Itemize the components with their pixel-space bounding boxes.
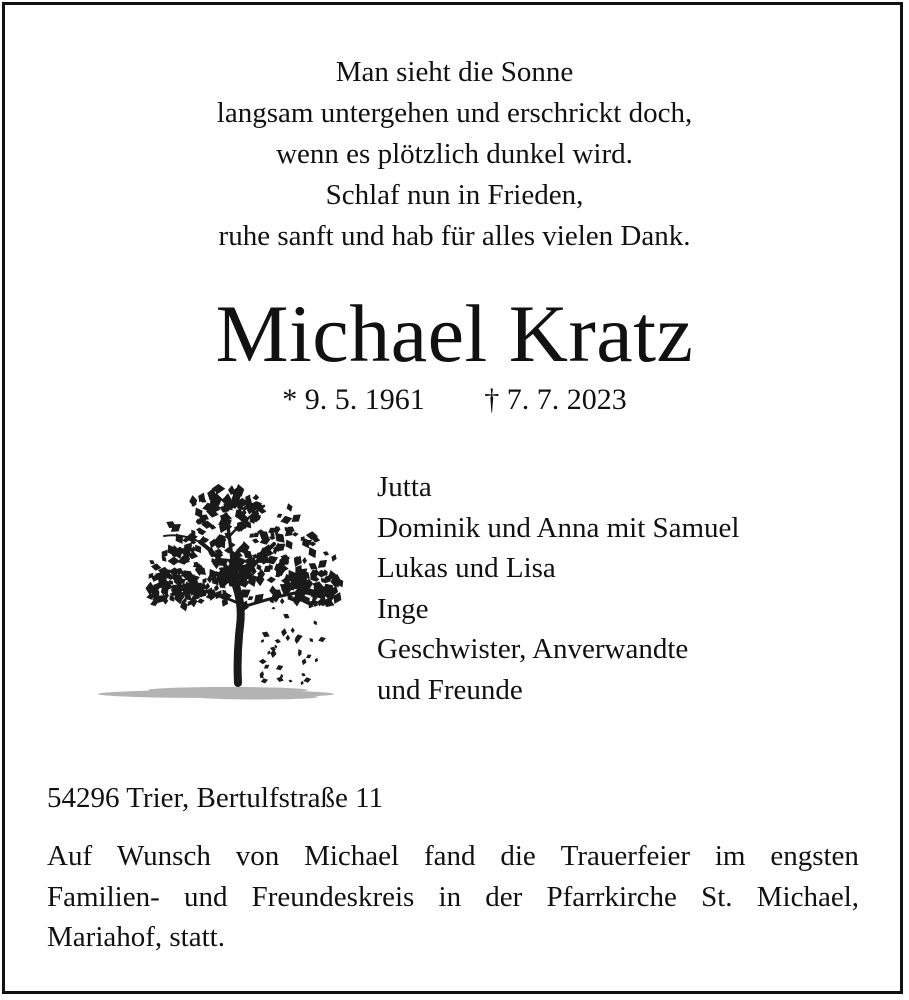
leaf <box>188 495 198 508</box>
falling-leaf <box>263 663 271 671</box>
poem-line: Schlaf nun in Frieden, <box>325 179 584 211</box>
note-word: Michael, <box>756 880 859 913</box>
leaf <box>292 532 299 538</box>
leaf <box>330 553 338 563</box>
note-word: Auf <box>47 840 93 872</box>
falling-leaf <box>317 635 326 643</box>
falling-leaf <box>280 628 287 637</box>
leaf <box>302 557 307 564</box>
note-word: von <box>235 840 280 872</box>
note-word: Wunsch <box>116 840 211 872</box>
leaf <box>280 598 285 605</box>
falling-leaf <box>275 664 285 672</box>
poem <box>0 52 909 257</box>
falling-leaf <box>282 612 291 621</box>
mourner: Jutta <box>377 471 432 503</box>
leaf <box>251 537 260 544</box>
note-word: fand <box>423 840 476 872</box>
note-word: und <box>183 880 228 913</box>
falling-leaf <box>261 630 272 639</box>
falling-leaf <box>260 677 269 684</box>
falling-leaf <box>260 638 266 644</box>
leaf <box>275 512 283 519</box>
leaf <box>252 495 259 500</box>
life-dates <box>0 380 909 420</box>
poem-line: ruhe sanft und hab für alles vielen Dank. <box>218 220 691 252</box>
falling-leaf <box>276 676 285 683</box>
mourner: Geschwister, Anverwandte <box>377 633 689 665</box>
note-word: Freundeskreis <box>251 880 415 913</box>
poem-line: Man sieht die Sonne <box>335 56 574 88</box>
note-line <box>47 877 859 918</box>
note-word: im <box>714 840 746 872</box>
note-line <box>47 836 859 877</box>
falling-leaf <box>308 637 314 644</box>
ground-shadow <box>98 687 334 700</box>
poem-line: wenn es plötzlich dunkel wird. <box>276 138 633 170</box>
falling-leaf <box>259 659 267 665</box>
falling-leaf <box>290 627 295 633</box>
tree-canopy <box>145 483 346 614</box>
leaf <box>168 557 180 566</box>
note-word: Familien- <box>47 880 160 913</box>
note-line: Mariahof, statt. <box>47 921 225 953</box>
falling-leaves <box>258 607 326 686</box>
tree-icon <box>88 478 356 714</box>
falling-leaf <box>274 638 282 644</box>
leaf <box>266 576 276 584</box>
falling-leaf <box>288 679 293 683</box>
leaf <box>172 531 186 546</box>
falling-leaf <box>312 619 318 626</box>
falling-leaf <box>303 676 312 683</box>
note-word: die <box>500 840 536 872</box>
falling-leaf <box>305 653 313 660</box>
deceased-name: Michael Kratz <box>215 288 694 379</box>
falling-leaf <box>271 607 275 610</box>
note-word: Trauerfeier <box>560 840 690 872</box>
falling-leaf <box>285 634 290 641</box>
mourner: Inge <box>377 592 429 625</box>
death-date: † 7. 7. 2023 <box>484 383 627 416</box>
note-word: Pfarrkirche <box>546 880 677 913</box>
leaf <box>285 502 294 513</box>
funeral-note <box>47 836 859 958</box>
note-word: St. <box>701 880 733 913</box>
poem-line: langsam untergehen und erschrickt doch, <box>216 97 693 129</box>
falling-leaf <box>300 672 306 678</box>
note-word: der <box>485 880 523 913</box>
mourners-list <box>377 467 740 710</box>
note-word: in <box>438 880 462 913</box>
falling-leaf <box>301 658 308 666</box>
leaf <box>322 550 330 557</box>
mourner: Dominik und Anna mit Samuel <box>377 511 740 544</box>
address: 54296 Trier, Bertulfstraße 11 <box>47 782 384 814</box>
falling-leaf <box>314 657 319 663</box>
mourner: und Freunde <box>377 673 523 706</box>
mourner: Lukas und Lisa <box>377 552 556 584</box>
note-word: Michael <box>304 840 400 872</box>
note-word: engsten <box>770 840 859 872</box>
birth-date: * 9. 5. 1961 <box>282 383 425 416</box>
